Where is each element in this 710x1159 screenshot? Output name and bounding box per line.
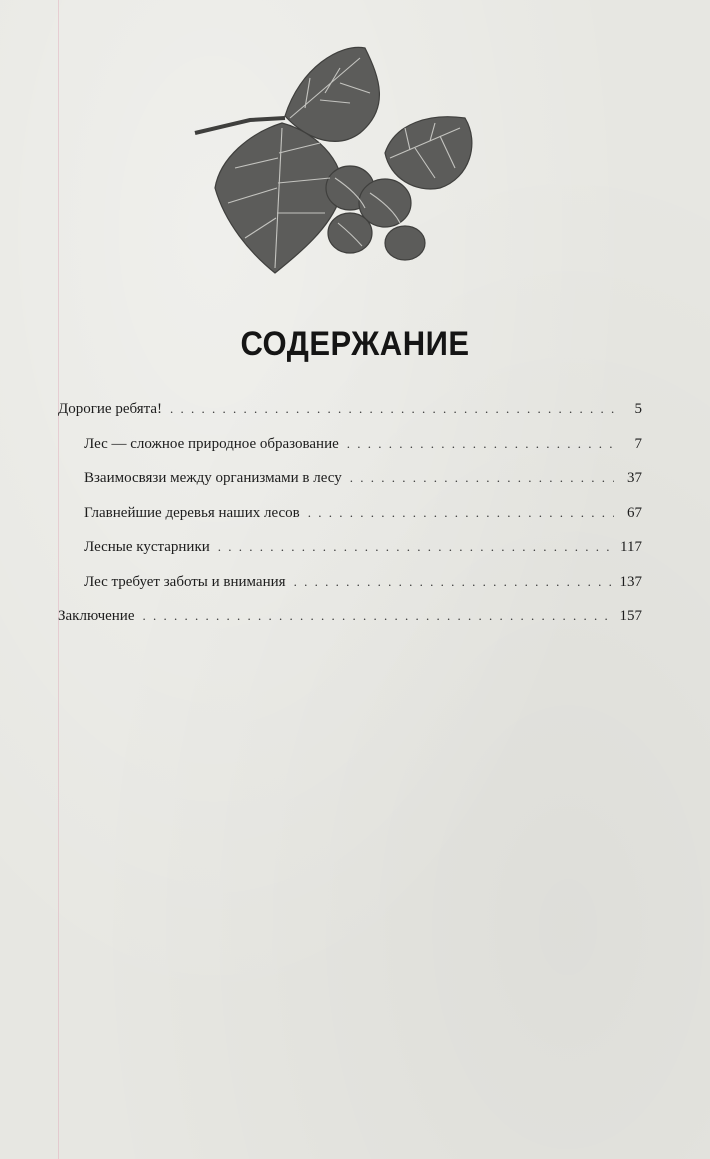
- toc-entry: [58, 496, 642, 531]
- toc-entry: [58, 565, 642, 600]
- toc-entry-label: Заключение: [58, 608, 135, 624]
- hazel-branch-icon: [190, 38, 490, 288]
- toc-entry-label: Дорогие ребята!: [58, 401, 163, 417]
- toc-entry-page-number: 5: [634, 401, 642, 417]
- toc-entry-page-number: 157: [619, 608, 642, 624]
- toc-entry: [58, 392, 642, 427]
- toc-dot-leader: [170, 392, 614, 427]
- toc-entry-page-number: 7: [634, 435, 642, 452]
- toc-dot-leader: [218, 530, 614, 565]
- toc-entry-label: Главнейшие деревья наших лесов: [84, 504, 300, 521]
- table-of-contents: [58, 392, 642, 634]
- toc-entry-page-number: 137: [619, 573, 642, 590]
- toc-dot-leader: [308, 496, 614, 531]
- toc-entry: [58, 427, 642, 462]
- toc-dot-leader: [294, 565, 614, 600]
- toc-entry: [58, 530, 642, 565]
- toc-entry-label: Лесные кустарники: [84, 539, 210, 555]
- toc-entry-label: Лес требует заботы и внимания: [84, 573, 286, 590]
- toc-dot-leader: [143, 599, 614, 634]
- toc-entry: [58, 461, 642, 496]
- page-title: СОДЕРЖАНИЕ: [240, 323, 470, 364]
- toc-entry-page-number: 117: [620, 539, 642, 555]
- toc-entry-label: Лес — сложное природное образование: [84, 435, 339, 452]
- toc-entry-page-number: 37: [627, 470, 642, 486]
- toc-entry-page-number: 67: [627, 504, 642, 521]
- toc-entry-label: Взаимосвязи между организмами в лесу: [84, 470, 342, 486]
- toc-dot-leader: [347, 427, 614, 462]
- toc-dot-leader: [350, 461, 614, 496]
- toc-entry: [58, 599, 642, 634]
